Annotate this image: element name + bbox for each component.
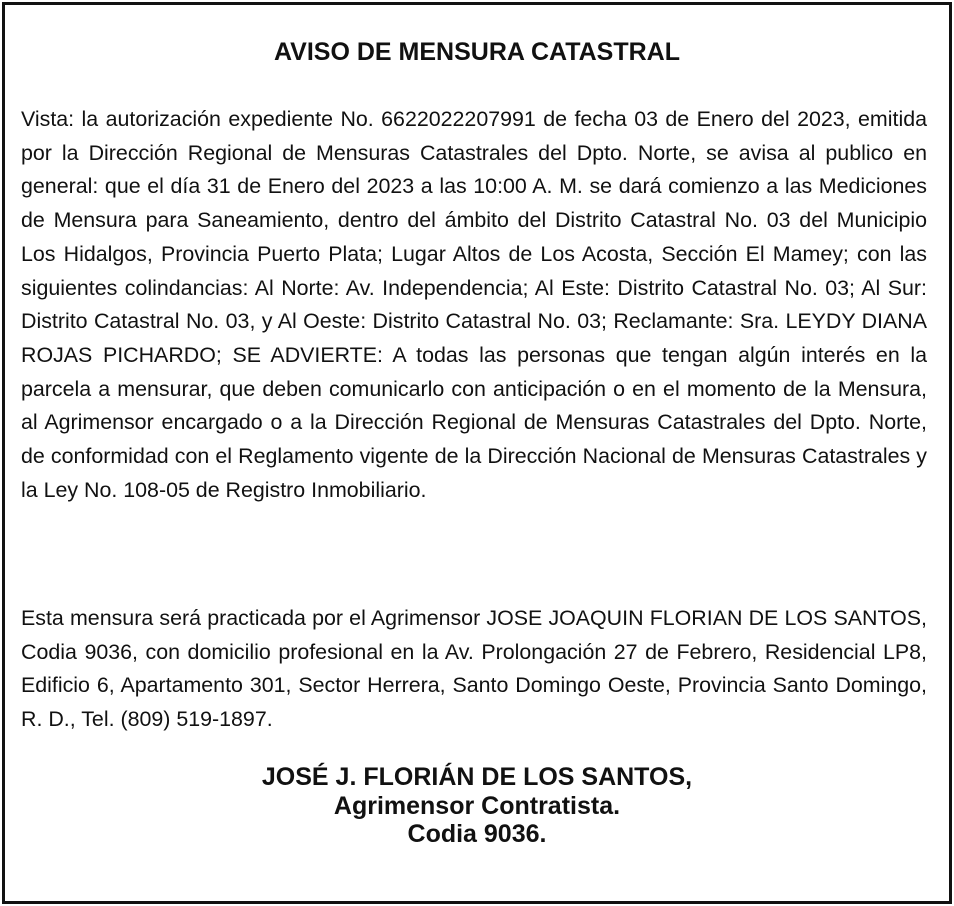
signature-name: JOSÉ J. FLORIÁN DE LOS SANTOS, [261, 763, 693, 791]
signature-role: Agrimensor Contratista. [333, 791, 621, 820]
notice-paragraph-main: Vista: la autorización expediente No. 6622022207991 de fecha 03 de Enero del 2023, emitida por la Dirección Regional de Mensuras Catastrales del Dpto. Norte, se avisa al publico en general: que el día 31 de Enero del 2023 a las 10:00 A. M. se dará comienzo a las Mediciones de Mensura para Saneamiento, dentro del ámbito del Distrito Catastral No. 03 del Municipio Los Hidalgos, Provincia Puerto Plata; Lugar Altos de Los Acosta, Sección El Mamey; con las siguientes colindancias: Al Norte: Av. Independencia; Al Este: Distrito Catastral No. 03; Al Sur: Distrito Catastral No. 03, y Al Oeste: Distrito Catastral No. 03; Reclamante: Sra. LEYDY DIANA ROJAS PICHARDO; SE ADVIERTE: A todas las personas que tengan algún interés en la parcela a mensurar, que deben comunicarlo con anticipación o en el momento de la Mensura, al Agrimensor encargado o a la Dirección Regional de Mensuras Catastrales del Dpto. Norte, de conformidad con el Reglamento vigente de la Dirección Nacional de Mensuras Catastrales y la Ley No. 108-05 de Registro Inmobiliario. [21, 107, 927, 502]
notice-title: AVISO DE MENSURA CATASTRAL [273, 38, 681, 66]
notice-paragraph-surveyor: Esta mensura será practicada por el Agrimensor JOSE JOAQUIN FLORIAN DE LOS SANTOS, Codia 9036, con domicilio profesional en la Av. Prolongación 27 de Febrero, Residencial LP8, Edificio 6, Apartamento 301, Sector Herrera, Santo Domingo Oeste, Provincia Santo Domingo, R. D., Tel. (809) 519-1897. [21, 606, 927, 732]
signature-codia: Codia 9036. [407, 820, 547, 848]
signature-block [0, 763, 954, 849]
